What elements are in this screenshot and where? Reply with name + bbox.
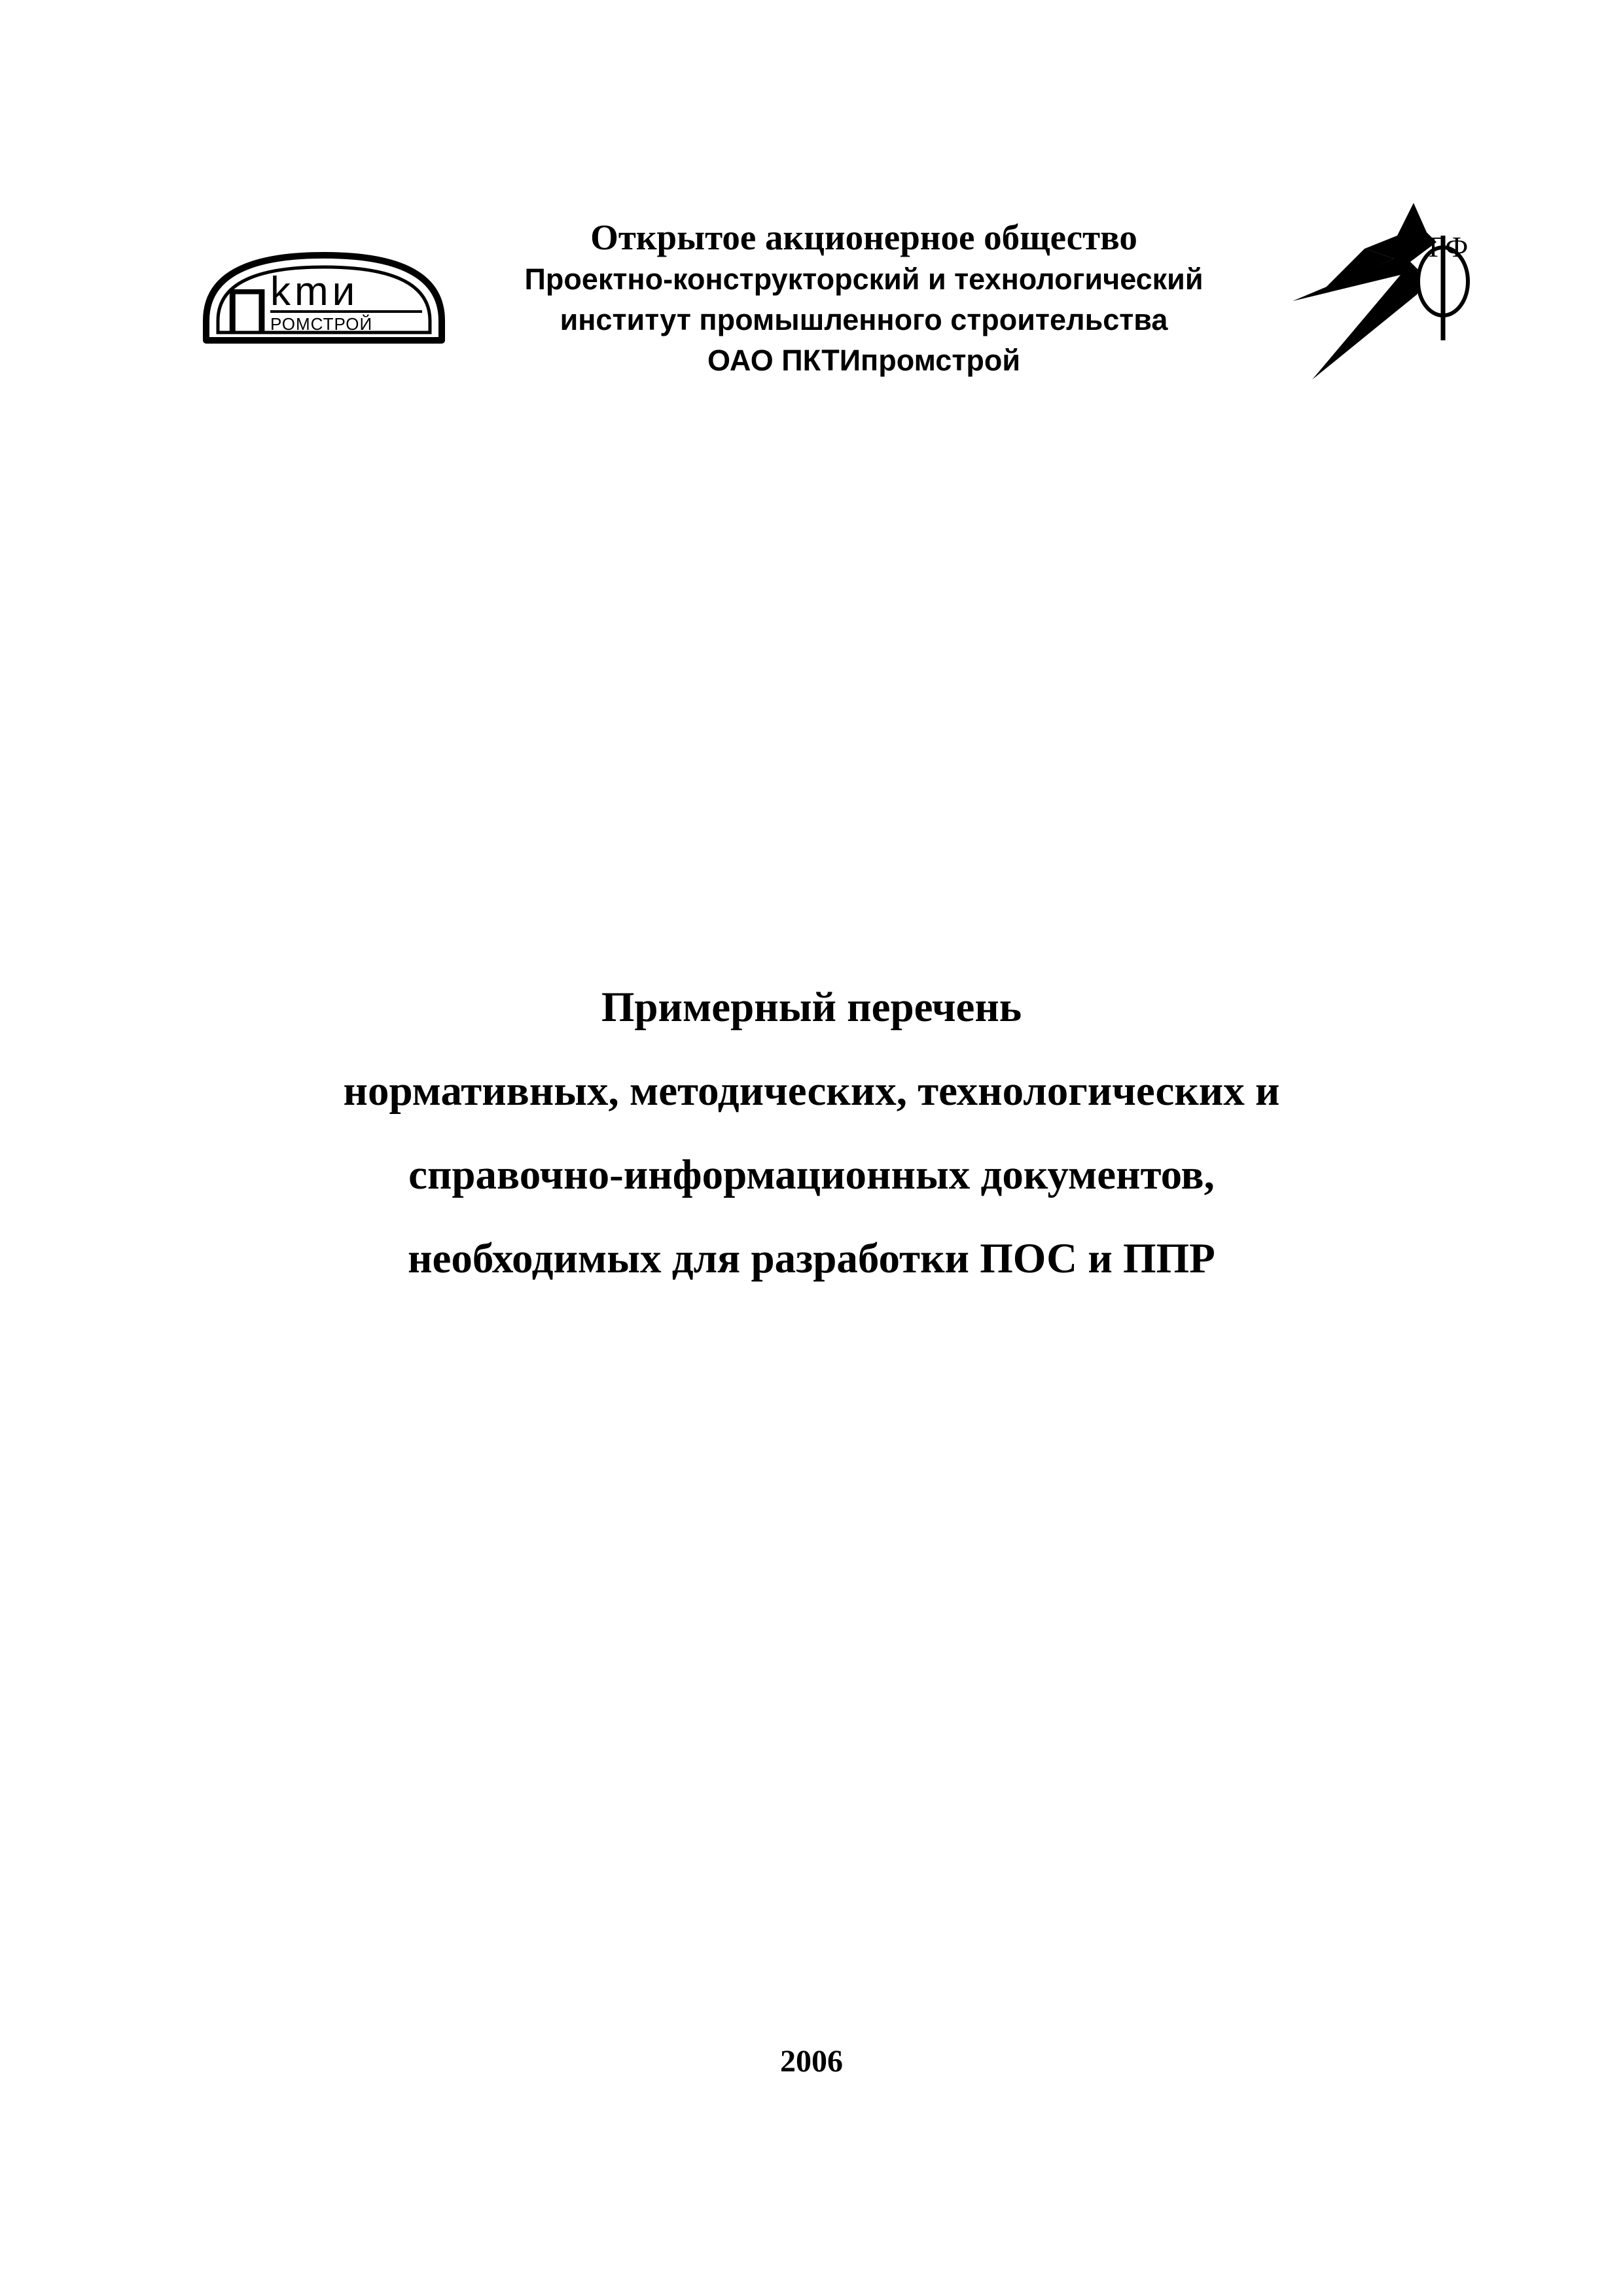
- star-emblem-logo-icon: [1286, 196, 1482, 386]
- logo-left-bottom-letters: РОМСТРОЙ: [270, 314, 373, 334]
- org-name-line-1: Проектно-конструкторский и технологический: [524, 262, 1204, 296]
- pktipromstroy-logo-icon: [193, 242, 455, 353]
- organization-header: [458, 216, 1270, 381]
- title-line-1: Примерный перечень: [601, 984, 1022, 1031]
- org-short-name: ОАО ПКТИпромстрой: [707, 344, 1020, 377]
- org-type: Открытое акционерное общество: [590, 217, 1137, 257]
- logo-left-top-letters: kmи: [270, 269, 359, 314]
- logo-left-big-letter: П: [224, 276, 270, 346]
- publication-year: 2006: [780, 2044, 843, 2079]
- title-line-4: необходимых для разработки ПОС и ППР: [408, 1235, 1215, 1282]
- document-title: [157, 965, 1466, 1300]
- title-line-3: справочно-информационных документов,: [408, 1151, 1215, 1198]
- title-line-2: нормативных, методических, технологических и: [343, 1067, 1280, 1115]
- star-emblem-monogram: ГФ: [1429, 231, 1469, 263]
- org-name-line-2: институт промышленного строительства: [560, 303, 1168, 336]
